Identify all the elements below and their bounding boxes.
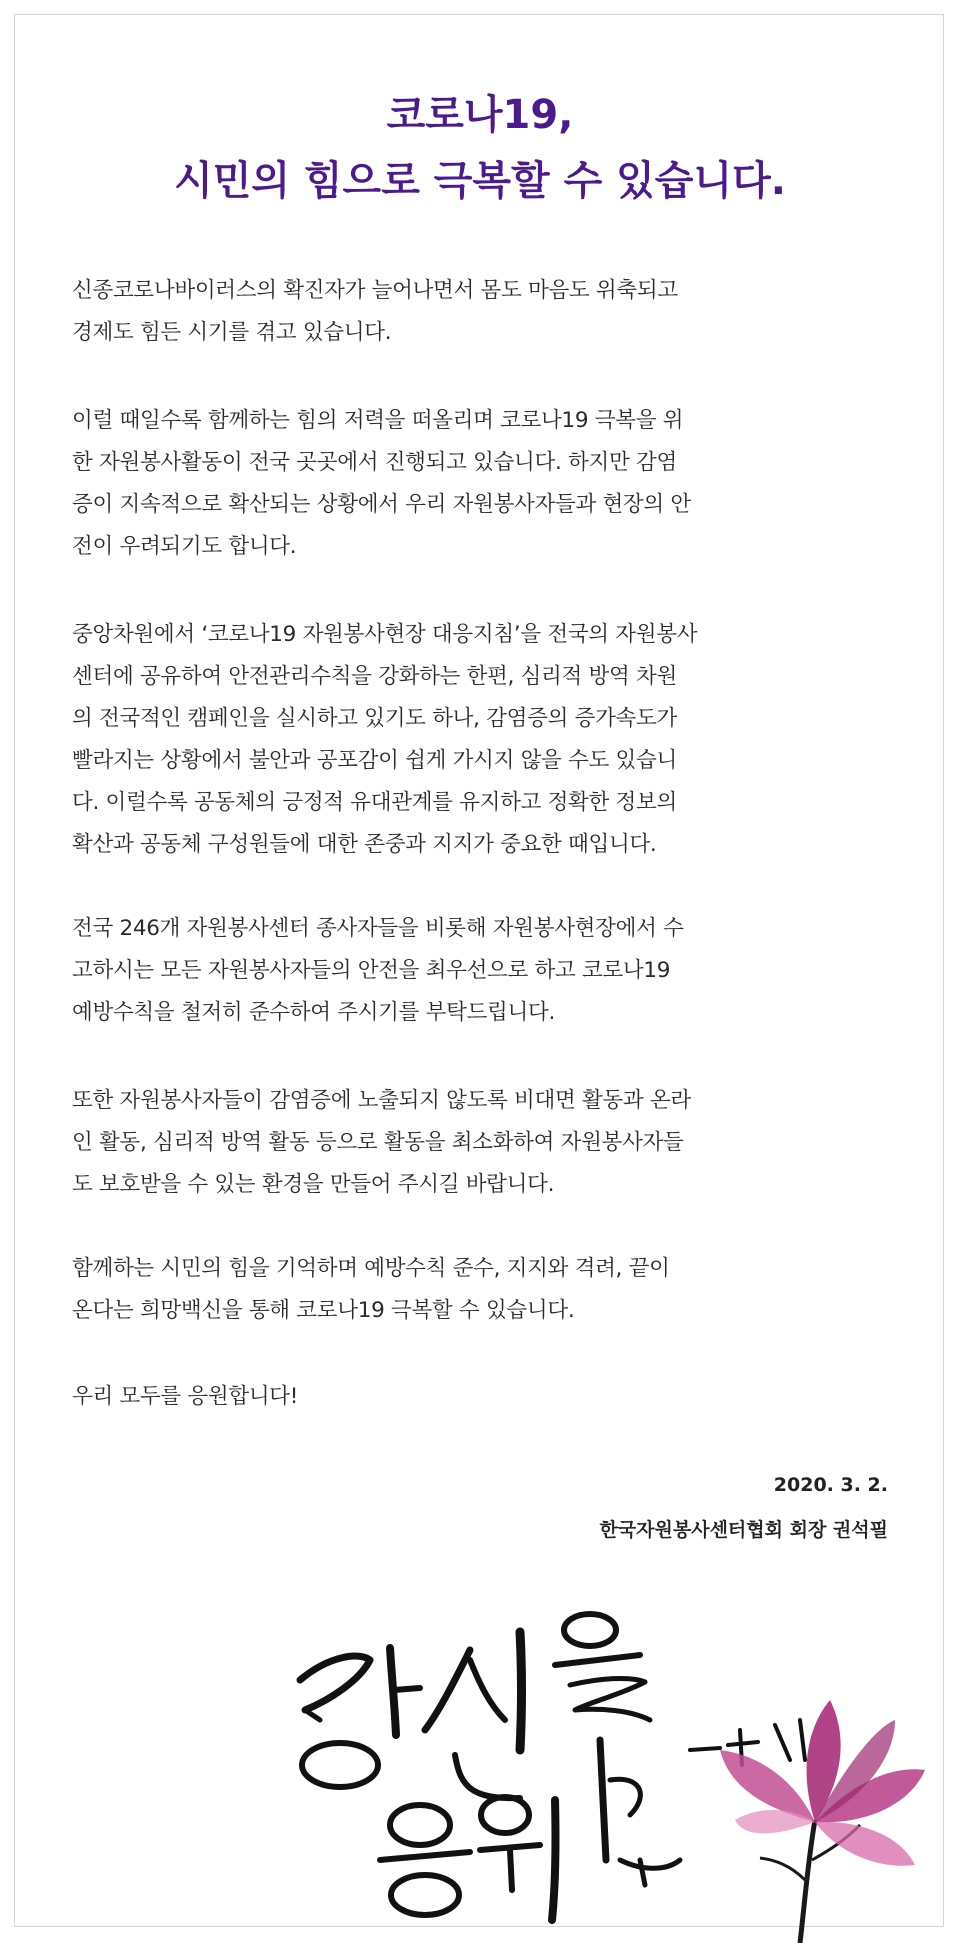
paragraph-line: 고하시는 모든 자원봉사자들의 안전을 최우선으로 하고 코로나19	[72, 958, 671, 983]
title-line-2: 시민의 힘으로 극복할 수 있습니다.	[174, 158, 786, 204]
paragraph-line: 한 자원봉사활동이 전국 곳곳에서 진행되고 있습니다. 하지만 감염	[72, 450, 677, 475]
signature-date: 2020. 3. 2.	[773, 1474, 888, 1496]
paragraph-line: 우리 모두를 응원합니다!	[72, 1384, 299, 1409]
paragraph-line: 의 전국적인 캠페인을 실시하고 있기도 하나, 감염증의 증가속도가	[72, 706, 677, 731]
signature-org: 한국자원봉사센터협회 회장 권석필	[599, 1519, 888, 1541]
paragraph-line: 다. 이럴수록 공동체의 긍정적 유대관계를 유지하고 정확한 정보의	[72, 790, 677, 815]
paragraph-3	[72, 614, 892, 866]
paragraph-6	[72, 1248, 892, 1332]
paragraph-1	[72, 270, 892, 354]
paragraph-line: 온다는 희망백신을 통해 코로나19 극복할 수 있습니다.	[72, 1298, 575, 1323]
paragraph-line: 증이 지속적으로 확산되는 상황에서 우리 자원봉사자들과 현장의 안	[72, 492, 691, 517]
paragraph-line: 중앙차원에서 ‘코로나19 자원봉사현장 대응지침’을 전국의 자원봉사	[72, 622, 698, 647]
calligraphy-illustration	[0, 1560, 960, 1943]
paragraph-line: 전국 246개 자원봉사센터 종사자들을 비롯해 자원봉사현장에서 수	[72, 916, 684, 941]
paragraph-5	[72, 1080, 892, 1206]
paragraph-line: 인 활동, 심리적 방역 활동 등으로 활동을 최소화하여 자원봉사자들	[72, 1130, 684, 1155]
paragraph-line: 또한 자원봉사자들이 감염증에 노출되지 않도록 비대면 활동과 온라	[72, 1088, 691, 1113]
paragraph-line: 도 보호받을 수 있는 환경을 만들어 주시길 바랍니다.	[72, 1172, 555, 1197]
paragraph-line: 경제도 힘든 시기를 겪고 있습니다.	[72, 320, 392, 345]
paragraph-line: 확산과 공동체 구성원들에 대한 존중과 지지가 중요한 때입니다.	[72, 832, 657, 857]
title-line-1: 코로나19,	[386, 92, 574, 138]
paragraph-7	[72, 1376, 892, 1418]
paragraph-line: 신종코로나바이러스의 확진자가 늘어나면서 몸도 마음도 위축되고	[72, 278, 678, 303]
paragraph-line: 이럴 때일수록 함께하는 힘의 저력을 떠올리며 코로나19 극복을 위	[72, 408, 684, 433]
flower-icon	[720, 1700, 925, 1943]
paragraph-line: 예방수칙을 철저히 준수하여 주시기를 부탁드립니다.	[72, 1000, 555, 1025]
paragraph-line: 전이 우려되기도 합니다.	[72, 534, 297, 559]
paragraph-line: 빨라지는 상황에서 불안과 공포감이 쉽게 가시지 않을 수도 있습니	[72, 748, 677, 773]
paragraph-2	[72, 400, 892, 568]
paragraph-4	[72, 908, 892, 1034]
paragraph-line: 함께하는 시민의 힘을 기억하며 예방수칙 준수, 지지와 격려, 끝이	[72, 1256, 670, 1281]
paragraph-line: 센터에 공유하여 안전관리수칙을 강화하는 한편, 심리적 방역 차원	[72, 664, 677, 689]
